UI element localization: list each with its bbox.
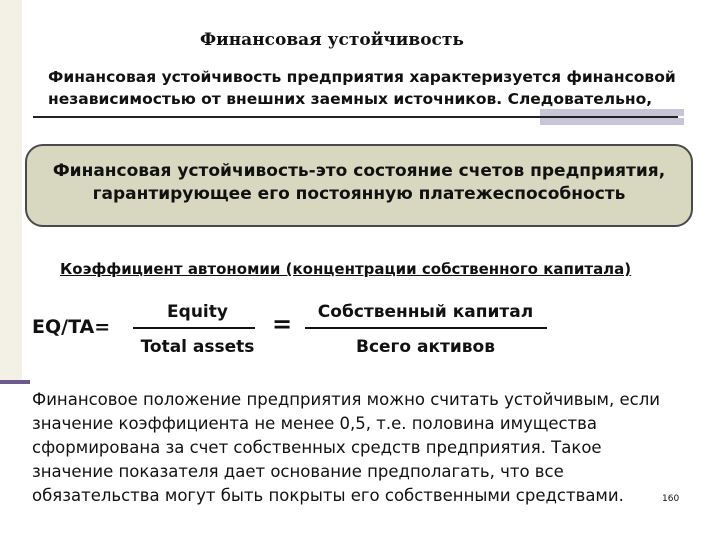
formula-numerator-ru: Собственный капитал <box>317 302 534 322</box>
paragraph-line: значение показателя дает основание предполагать, что все <box>32 462 564 481</box>
page-number: 160 <box>662 494 680 504</box>
definition-text <box>25 160 693 206</box>
left-decor-tick <box>0 380 30 384</box>
fraction-bar-ru <box>305 327 547 329</box>
divider-accent-top <box>540 109 684 116</box>
paragraph-line: Финансовое положение предприятия можно считать устойчивым, если <box>32 390 660 409</box>
intro-line: Финансовая устойчивость предприятия характеризуется финансовой <box>48 68 676 86</box>
divider-accent-bottom <box>540 118 684 125</box>
definition-line: гарантирующее его постоянную платежеспособность <box>92 184 626 204</box>
paragraph-line: обязательства могут быть покрыты его собственными средствами. <box>32 486 624 505</box>
explanation-paragraph <box>32 388 720 508</box>
paragraph-line: значение коэффициента не менее 0,5, т.е. половина имущества <box>32 414 598 433</box>
formula-denominator-ru: Всего активов <box>355 337 495 357</box>
definition-line: Финансовая устойчивость-это состояние счетов предприятия, <box>52 161 666 181</box>
fraction-bar-en <box>133 327 255 329</box>
formula-denominator-en: Total assets <box>140 337 255 357</box>
intro-line: независимостью от внешних заемных источников. Следовательно, <box>48 90 653 108</box>
left-decor-bar <box>0 0 22 382</box>
divider-line <box>33 116 678 118</box>
formula-label: EQ/TA= <box>32 316 111 338</box>
intro-text <box>48 66 720 110</box>
formula-numerator-en: Equity <box>167 302 228 322</box>
coefficient-title: Коэффициент автономии (концентрации собственного капитала) <box>60 260 632 278</box>
paragraph-line: сформирована за счет собственных средств предприятия. Такое <box>32 438 602 457</box>
equals-sign: = <box>272 310 293 338</box>
slide-title: Финансовая устойчивость <box>200 30 464 50</box>
